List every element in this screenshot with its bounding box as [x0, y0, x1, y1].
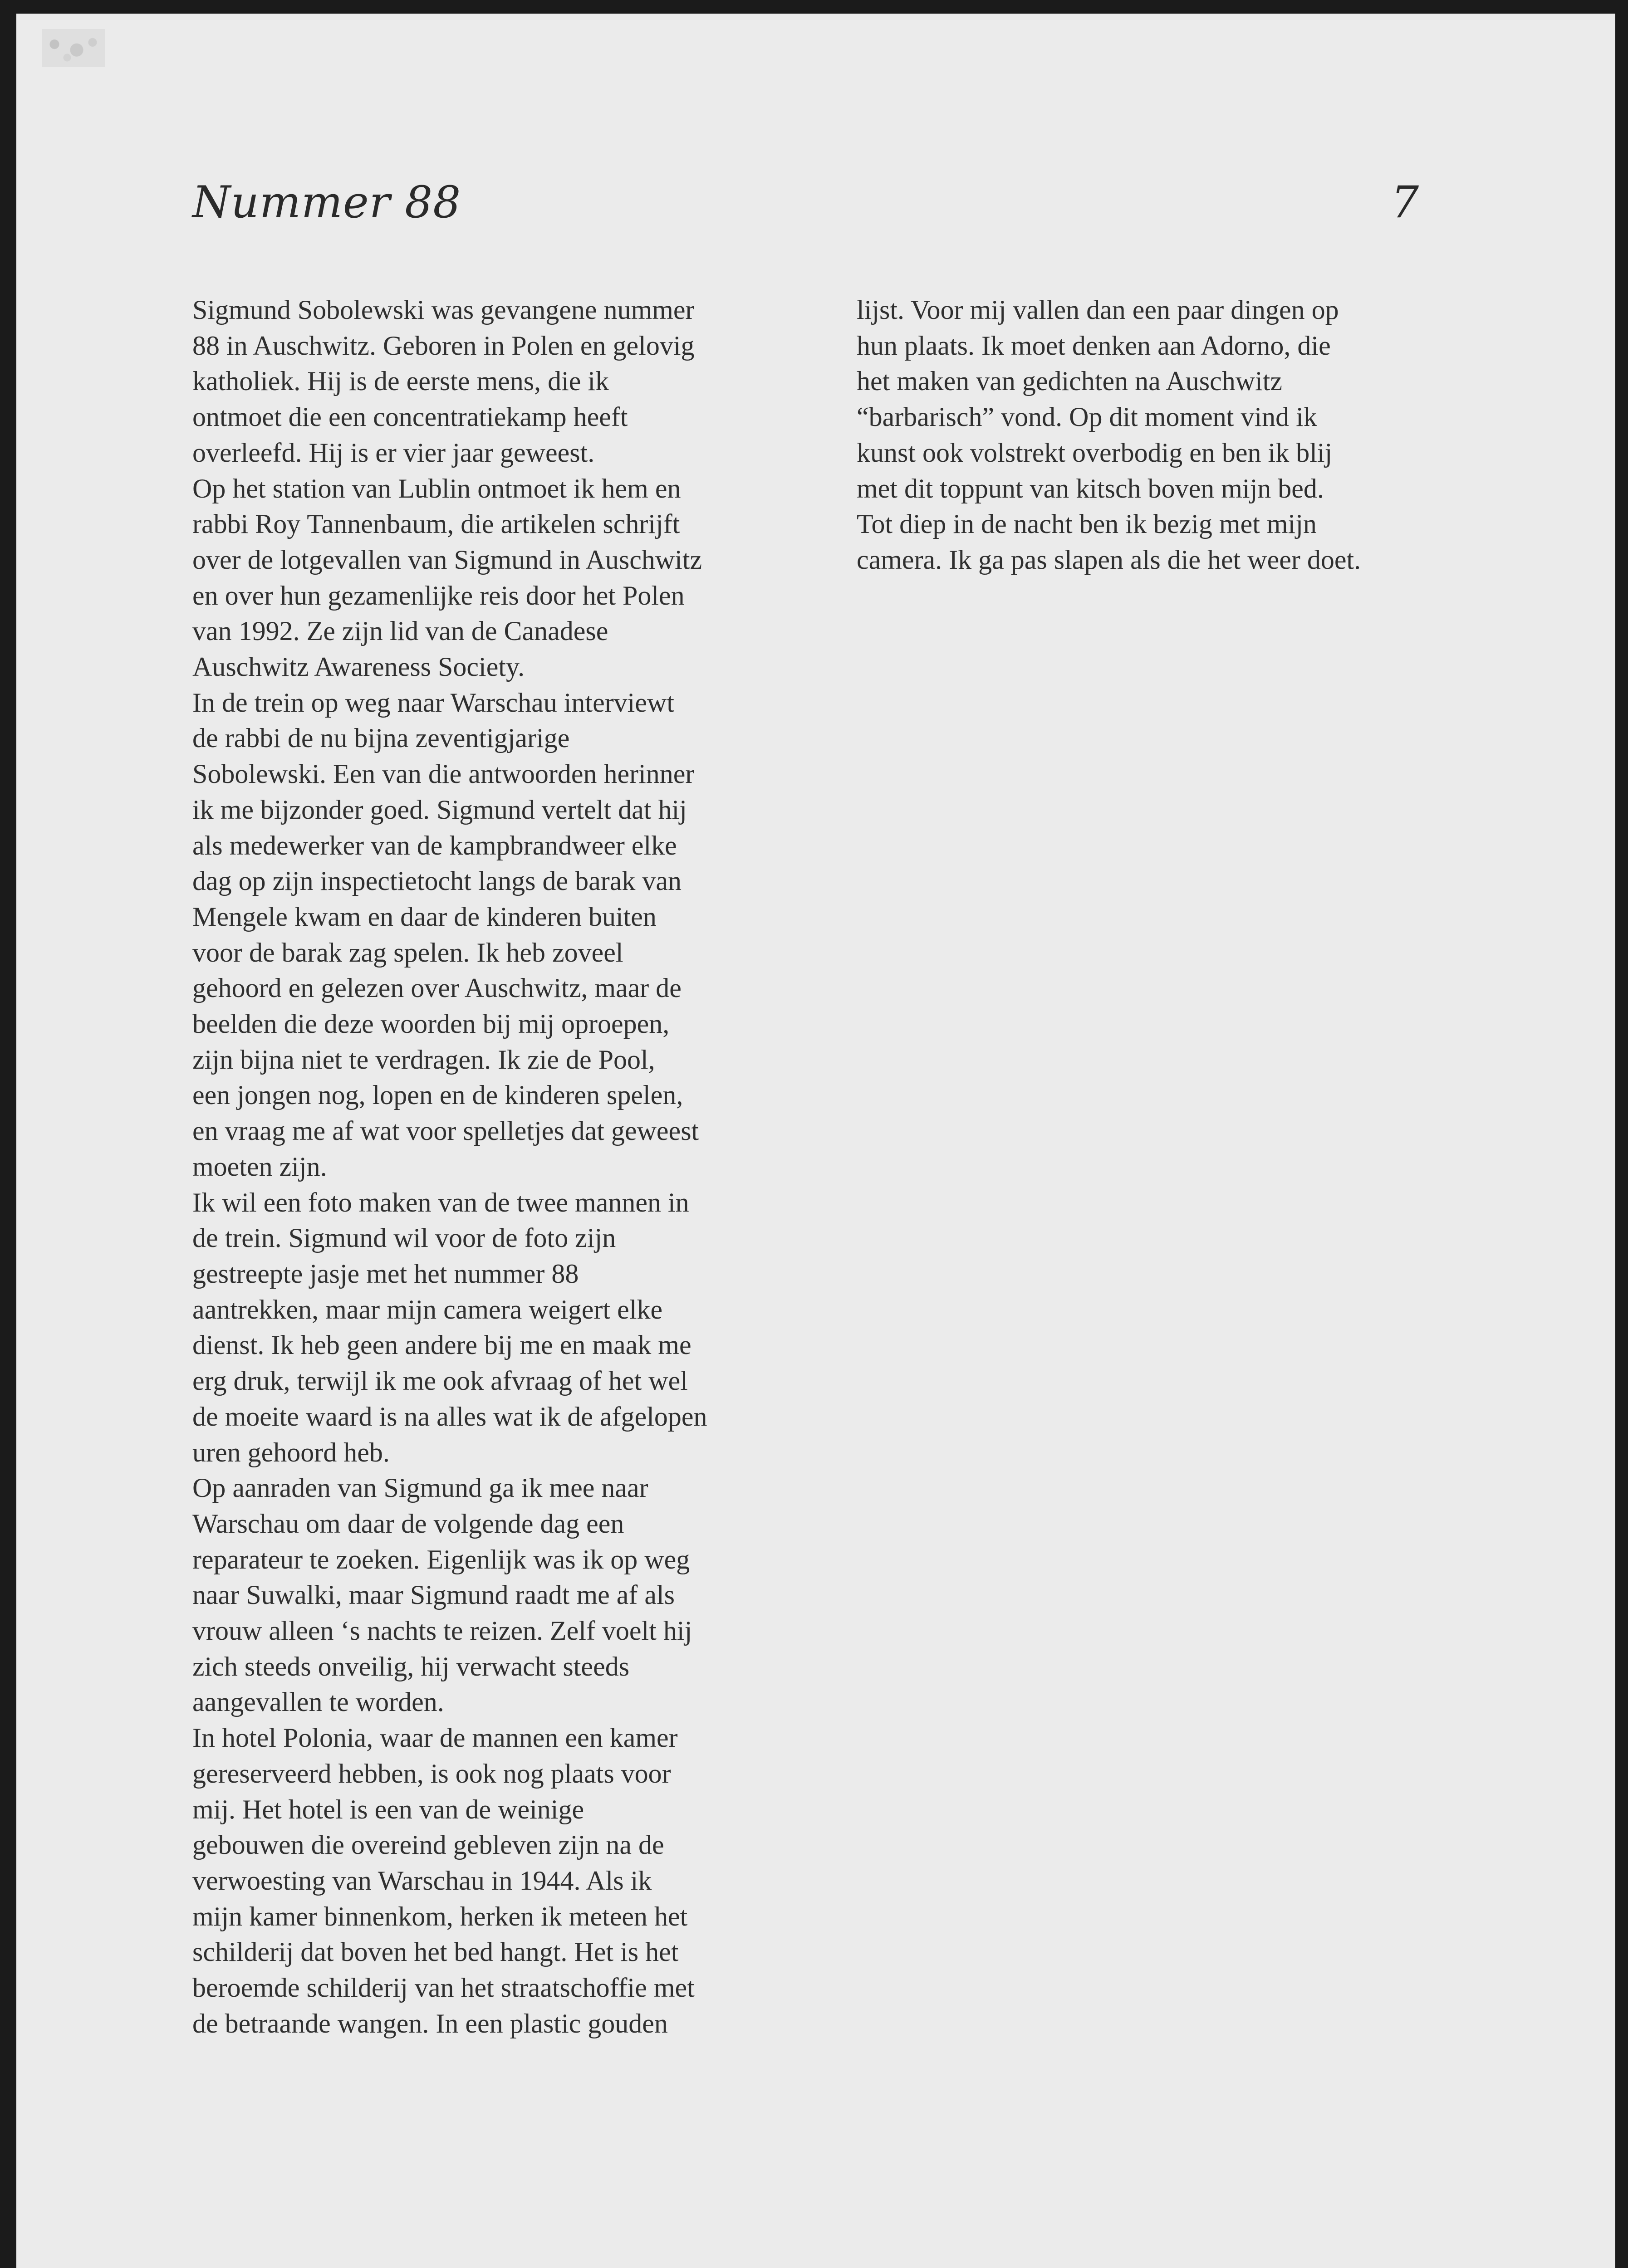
text-line: voor de barak zag spelen. Ik heb zoveel — [192, 937, 623, 968]
text-line: dag op zijn inspectietocht langs de barak van — [192, 866, 682, 896]
text-line: hun plaats. Ik moet denken aan Adorno, die — [857, 330, 1331, 361]
text-line: reparateur te zoeken. Eigenlijk was ik op weg — [192, 1544, 690, 1574]
text-line: Sobolewski. Een van die antwoorden herinner — [192, 759, 695, 789]
text-line: met dit toppunt van kitsch boven mijn bed. — [857, 473, 1324, 503]
text-line: rabbi Roy Tannenbaum, die artikelen schrijft — [192, 509, 680, 539]
text-line: Op het station van Lublin ontmoet ik hem en — [192, 473, 681, 503]
text-line: schilderij dat boven het bed hangt. Het is het — [192, 1937, 679, 1967]
text-line: uren gehoord heb. — [192, 1437, 390, 1467]
text-line: mij. Het hotel is een van de weinige — [192, 1794, 584, 1824]
text-line: het maken van gedichten na Auschwitz — [857, 366, 1283, 396]
text-line: de rabbi de nu bijna zeventigjarige — [192, 723, 570, 753]
text-line: de moeite waard is na alles wat ik de afgelopen — [192, 1401, 707, 1432]
text-line: erg druk, terwijl ik me ook afvraag of het wel — [192, 1366, 688, 1396]
text-line: Mengele kwam en daar de kinderen buiten — [192, 901, 657, 932]
text-line: Tot diep in de nacht ben ik bezig met mijn — [857, 509, 1317, 539]
text-line: mijn kamer binnenkom, herken ik meteen het — [192, 1901, 688, 1931]
text-line: Ik wil een foto maken van de twee mannen in — [192, 1187, 689, 1217]
scan-artifact — [42, 29, 105, 67]
text-line: zijn bijna niet te verdragen. Ik zie de Pool, — [192, 1044, 655, 1075]
text-line: overleefd. Hij is er vier jaar geweest. — [192, 437, 595, 468]
text-line: Op aanraden van Sigmund ga ik mee naar — [192, 1473, 648, 1503]
text-line: Warschau om daar de volgende dag een — [192, 1508, 624, 1539]
text-line: gebouwen die overeind gebleven zijn na de — [192, 1830, 664, 1860]
text-line: aangevallen te worden. — [192, 1687, 444, 1717]
text-line: en vraag me af wat voor spelletjes dat geweest — [192, 1116, 699, 1146]
document-page — [16, 14, 1615, 2268]
text-line: aantrekken, maar mijn camera weigert elke — [192, 1294, 663, 1325]
text-line: als medewerker van de kampbrandweer elke — [192, 830, 677, 860]
page-number: 7 — [1391, 177, 1419, 228]
text-line: Auschwitz Awareness Society. — [192, 652, 525, 682]
text-line: zich steeds onveilig, hij verwacht steeds — [192, 1651, 630, 1681]
text-line: gestreepte jasje met het nummer 88 — [192, 1258, 579, 1289]
text-line: gehoord en gelezen over Auschwitz, maar de — [192, 973, 682, 1003]
text-line: moeten zijn. — [192, 1151, 327, 1182]
text-line: lijst. Voor mij vallen dan een paar dingen op — [857, 295, 1339, 325]
text-line: en over hun gezamenlijke reis door het Polen — [192, 580, 685, 611]
text-line: kunst ook volstrekt overbodig en ben ik blij — [857, 437, 1333, 468]
text-line: Sigmund Sobolewski was gevangene nummer — [192, 295, 695, 325]
text-line: de trein. Sigmund wil voor de foto zijn — [192, 1223, 616, 1253]
text-line: 88 in Auschwitz. Geboren in Polen en gelovig — [192, 330, 695, 361]
text-column-right — [857, 292, 1456, 578]
text-line: van 1992. Ze zijn lid van de Canadese — [192, 616, 608, 646]
text-line: ontmoet die een concentratiekamp heeft — [192, 402, 628, 432]
text-line: ik me bijzonder goed. Sigmund vertelt dat hij — [192, 794, 687, 825]
text-line: over de lotgevallen van Sigmund in Auschwitz — [192, 544, 702, 575]
text-line: beroemde schilderij van het straatschoffie met — [192, 1973, 695, 2003]
text-line: verwoesting van Warschau in 1944. Als ik — [192, 1865, 652, 1896]
page-title: Nummer 88 — [192, 177, 461, 228]
text-line: “barbarisch” vond. Op dit moment vind ik — [857, 402, 1317, 432]
text-line: camera. Ik ga pas slapen als die het weer doet. — [857, 544, 1361, 575]
text-line: In de trein op weg naar Warschau interviewt — [192, 687, 674, 718]
text-line: dienst. Ik heb geen andere bij me en maak me — [192, 1330, 691, 1360]
text-line: naar Suwalki, maar Sigmund raadt me af als — [192, 1580, 675, 1610]
text-line: In hotel Polonia, waar de mannen een kamer — [192, 1723, 678, 1753]
text-line: de betraande wangen. In een plastic gouden — [192, 2008, 668, 2038]
text-column-left — [192, 292, 791, 2041]
text-line: beelden die deze woorden bij mij oproepen, — [192, 1009, 670, 1039]
text-line: een jongen nog, lopen en de kinderen spelen, — [192, 1080, 683, 1110]
text-line: katholiek. Hij is de eerste mens, die ik — [192, 366, 609, 396]
text-line: vrouw alleen ‘s nachts te reizen. Zelf voelt hij — [192, 1616, 692, 1646]
text-line: gereserveerd hebben, is ook nog plaats voor — [192, 1758, 671, 1789]
